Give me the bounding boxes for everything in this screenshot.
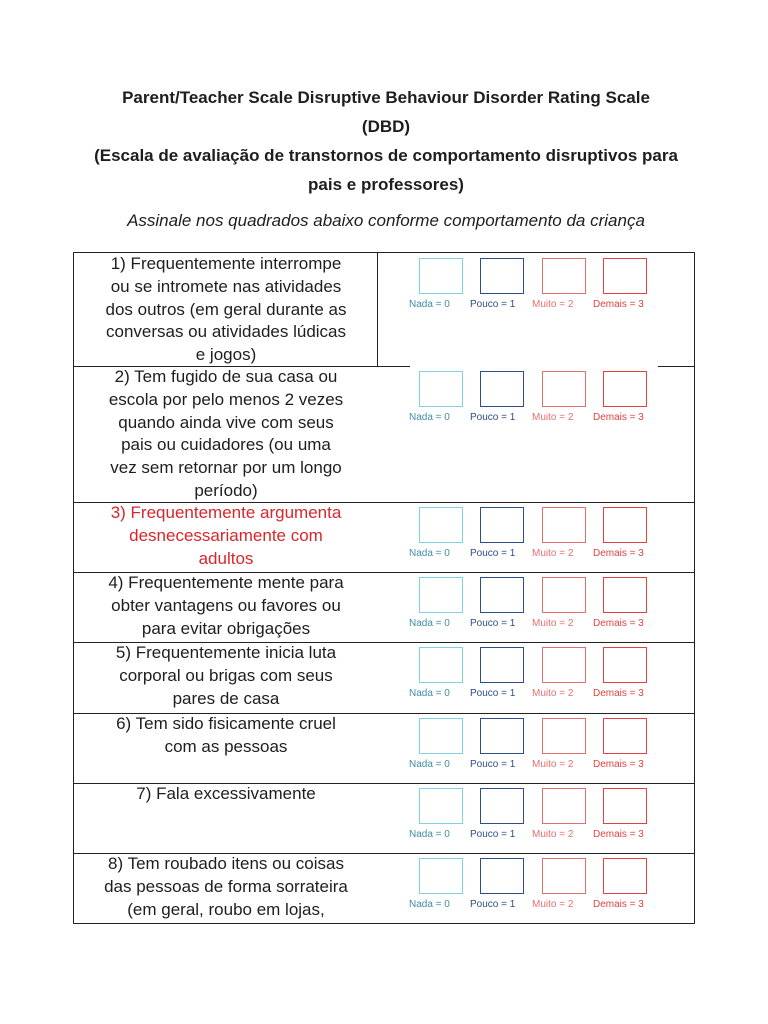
question-line: período): [194, 480, 258, 500]
option-label: Demais = 3: [593, 618, 644, 629]
option-label: Nada = 0: [409, 299, 450, 310]
checkbox-square[interactable]: [480, 577, 524, 613]
rating-option: [593, 371, 663, 431]
question-text: [80, 572, 372, 640]
question-line: 5) Frequentemente inicia luta: [115, 643, 337, 662]
option-label: Muito = 2: [532, 548, 574, 559]
question-text: [80, 853, 372, 921]
checkbox-square[interactable]: [480, 718, 524, 754]
checkbox-square[interactable]: [542, 577, 586, 613]
question-line: escola por pelo menos 2 vezes: [108, 389, 344, 409]
row-divider: [658, 366, 694, 367]
rating-option: [593, 858, 663, 918]
checkbox-square[interactable]: [542, 647, 586, 683]
rating-options: [409, 858, 665, 918]
checkbox-square[interactable]: [419, 858, 463, 894]
checkbox-square[interactable]: [603, 647, 647, 683]
question-text: [80, 253, 372, 367]
checkbox-square[interactable]: [603, 371, 647, 407]
question-line: 4) Frequentemente mente para: [108, 573, 344, 592]
title-line-4: pais e professores): [308, 175, 464, 194]
column-divider: [377, 253, 378, 366]
rating-option: [470, 858, 540, 918]
option-label: Pouco = 1: [470, 412, 516, 423]
question-line: 2) Tem fugido de sua casa ou: [114, 367, 338, 386]
option-label: Pouco = 1: [470, 548, 516, 559]
checkbox-square[interactable]: [603, 858, 647, 894]
checkbox-square[interactable]: [480, 258, 524, 294]
option-label: Demais = 3: [593, 548, 644, 559]
rating-option: [593, 577, 663, 637]
question-line: para evitar obrigações: [141, 618, 311, 638]
option-label: Muito = 2: [532, 299, 574, 310]
checkbox-square[interactable]: [603, 577, 647, 613]
question-line: com as pessoas: [164, 736, 288, 756]
question-row-1: [74, 253, 694, 366]
question-line: ou se intromete nas atividades: [110, 276, 342, 296]
option-label: Pouco = 1: [470, 829, 516, 840]
option-label: Pouco = 1: [470, 759, 516, 770]
rating-option: [470, 258, 540, 318]
rating-options: [409, 507, 665, 567]
rating-options: [409, 718, 665, 778]
checkbox-square[interactable]: [419, 647, 463, 683]
checkbox-square[interactable]: [419, 577, 463, 613]
option-label: Demais = 3: [593, 412, 644, 423]
title-line-2: (DBD): [361, 117, 411, 136]
option-label: Muito = 2: [532, 688, 574, 699]
option-label: Pouco = 1: [470, 618, 516, 629]
option-label: Nada = 0: [409, 899, 450, 910]
checkbox-square[interactable]: [542, 507, 586, 543]
question-line: obter vantagens ou favores ou: [111, 595, 341, 615]
option-label: Nada = 0: [409, 759, 450, 770]
checkbox-square[interactable]: [480, 371, 524, 407]
question-row-3: [74, 502, 694, 572]
option-label: Muito = 2: [532, 412, 574, 423]
rating-option: [593, 788, 663, 848]
rating-option: [470, 788, 540, 848]
rating-option: [593, 718, 663, 778]
rating-options: [409, 258, 665, 318]
rating-option: [593, 647, 663, 707]
question-line: 6) Tem sido fisicamente cruel: [116, 714, 336, 733]
question-line: 3) Frequentemente argumenta: [110, 503, 342, 522]
checkbox-square[interactable]: [419, 507, 463, 543]
question-text: [80, 713, 372, 759]
option-label: Muito = 2: [532, 759, 574, 770]
checkbox-square[interactable]: [480, 647, 524, 683]
rating-option: [470, 647, 540, 707]
checkbox-square[interactable]: [603, 788, 647, 824]
option-label: Demais = 3: [593, 829, 644, 840]
checkbox-square[interactable]: [603, 507, 647, 543]
question-text: [80, 642, 372, 710]
option-label: Demais = 3: [593, 759, 644, 770]
instruction-text: Assinale nos quadrados abaixo conforme comportamento da criança: [127, 211, 645, 230]
question-row-5: [74, 642, 694, 713]
checkbox-square[interactable]: [419, 788, 463, 824]
rating-table: [73, 252, 695, 924]
option-label: Demais = 3: [593, 899, 644, 910]
checkbox-square[interactable]: [603, 258, 647, 294]
rating-options: [409, 371, 665, 431]
rating-options: [409, 647, 665, 707]
checkbox-square[interactable]: [542, 718, 586, 754]
rating-options: [409, 788, 665, 848]
question-line: corporal ou brigas com seus: [119, 665, 333, 685]
checkbox-square[interactable]: [542, 371, 586, 407]
checkbox-square[interactable]: [419, 258, 463, 294]
checkbox-square[interactable]: [603, 718, 647, 754]
option-label: Nada = 0: [409, 829, 450, 840]
question-row-4: [74, 572, 694, 642]
rating-options: [409, 577, 665, 637]
option-label: Nada = 0: [409, 548, 450, 559]
question-line: 7) Fala excessivamente: [136, 784, 316, 803]
question-line: 8) Tem roubado itens ou coisas: [108, 854, 344, 873]
checkbox-square[interactable]: [480, 788, 524, 824]
checkbox-square[interactable]: [480, 858, 524, 894]
title-line-1: Parent/Teacher Scale Disruptive Behaviour Disorder Rating Scale: [122, 88, 650, 107]
option-label: Pouco = 1: [470, 688, 516, 699]
option-label: Nada = 0: [409, 618, 450, 629]
rating-option: [470, 718, 540, 778]
question-line: quando ainda vive com seus: [118, 412, 334, 432]
option-label: Pouco = 1: [470, 899, 516, 910]
option-label: Muito = 2: [532, 618, 574, 629]
question-line: adultos: [198, 548, 254, 568]
question-row-2: [74, 366, 694, 502]
checkbox-square[interactable]: [419, 371, 463, 407]
question-line: vez sem retornar por um longo: [110, 458, 342, 478]
title-line-3: (Escala de avaliação de transtornos de comportamento disruptivos para: [94, 146, 678, 165]
question-line: 1) Frequentemente interrompe: [110, 254, 342, 273]
rating-option: [593, 507, 663, 567]
question-line: e jogos): [195, 345, 257, 365]
option-label: Muito = 2: [532, 899, 574, 910]
question-line: (em geral, roubo em lojas,: [127, 899, 325, 919]
rating-option: [470, 507, 540, 567]
checkbox-square[interactable]: [542, 858, 586, 894]
checkbox-square[interactable]: [542, 258, 586, 294]
question-text: [80, 366, 372, 503]
option-label: Nada = 0: [409, 688, 450, 699]
option-label: Demais = 3: [593, 688, 644, 699]
checkbox-square[interactable]: [542, 788, 586, 824]
question-line: pais ou cuidadores (ou uma: [121, 435, 331, 455]
question-line: desnecessariamente com: [129, 525, 323, 545]
option-label: Demais = 3: [593, 299, 644, 310]
rating-option: [470, 371, 540, 431]
option-label: Muito = 2: [532, 829, 574, 840]
question-line: pares de casa: [172, 688, 280, 708]
option-label: Nada = 0: [409, 412, 450, 423]
question-row-6: [74, 713, 694, 783]
question-line: conversas ou atividades lúdicas: [105, 322, 347, 342]
question-line: dos outros (em geral durante as: [105, 299, 347, 319]
question-text: [80, 783, 372, 806]
checkbox-square[interactable]: [419, 718, 463, 754]
option-label: Pouco = 1: [470, 299, 516, 310]
document-title: [60, 83, 712, 199]
checkbox-square[interactable]: [480, 507, 524, 543]
question-row-7: [74, 783, 694, 853]
question-row-8: [74, 853, 694, 924]
question-line: das pessoas de forma sorrateira: [104, 876, 348, 896]
rating-option: [593, 258, 663, 318]
rating-option: [470, 577, 540, 637]
question-text: [80, 502, 372, 570]
